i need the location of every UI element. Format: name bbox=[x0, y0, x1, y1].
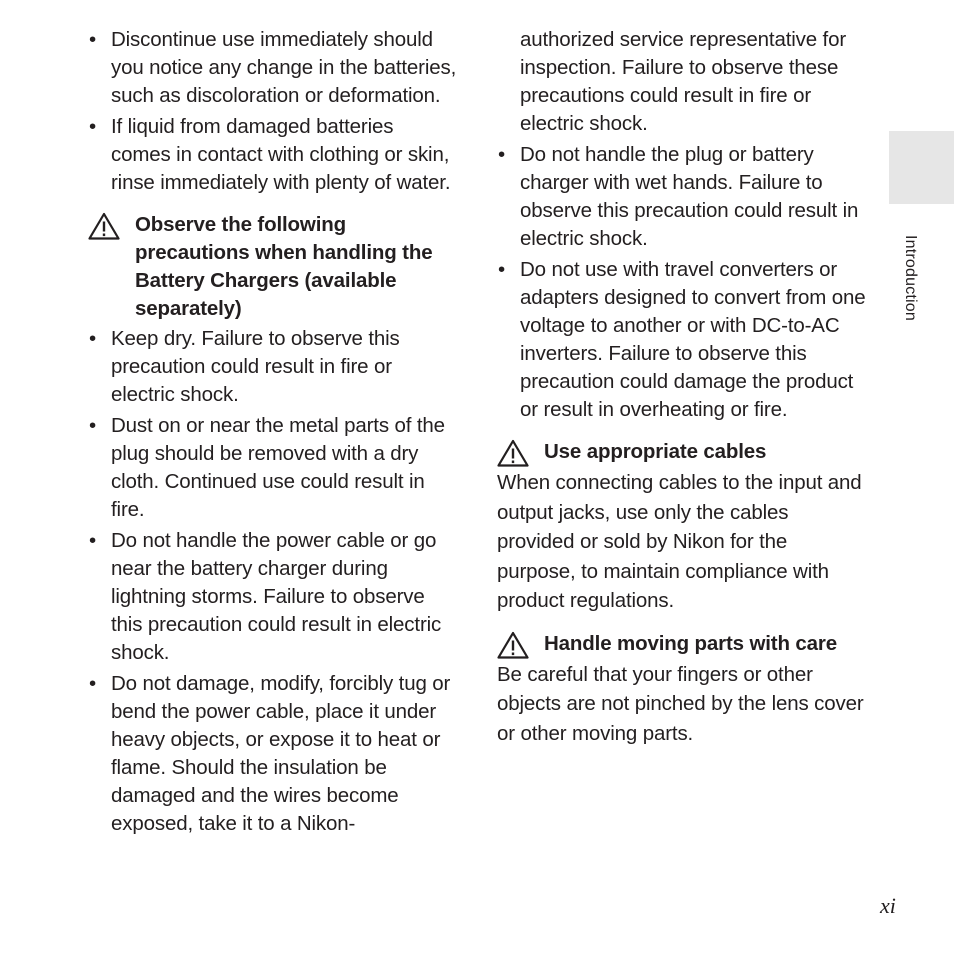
continued-text: authorized service representative for inspection. Failure to observe these precautions could result in fire or electric shock. bbox=[520, 28, 847, 135]
warning-triangle-icon bbox=[88, 212, 120, 240]
bullet-icon: • bbox=[89, 327, 97, 350]
cables-warning-body: When connecting cables to the input and output jacks, use only the cables provided or sold by Nikon for the purpose, to maintain compliance with product regulations. bbox=[497, 471, 862, 612]
moving-parts-warning-heading: Handle moving parts with care bbox=[497, 630, 869, 658]
bullet-icon: • bbox=[89, 115, 97, 138]
list-item: • Keep dry. Failure to observe this precaution could result in fire or electric shock. bbox=[89, 327, 400, 406]
page-number: xi bbox=[880, 893, 896, 918]
bullet-icon: • bbox=[498, 258, 506, 281]
list-item: • Do not handle the power cable or go near the battery charger during lightning storms. Failure to observe this precaution could result in electric shock. bbox=[89, 529, 442, 664]
charger-bullets bbox=[88, 325, 458, 838]
bullet-icon: • bbox=[498, 143, 506, 166]
list-item: • Do not damage, modify, forcibly tug or bend the power cable, place it under heavy objects, or expose it to heat or flame. Should the insulation be damaged and the wires become exposed, take it to a Nikon- bbox=[89, 672, 451, 835]
list-item: • Do not use with travel converters or adapters designed to convert from one voltage to another or with DC-to-AC inverters. Failure to observe this precaution could damage the product or result in overheating or fire. bbox=[498, 258, 866, 421]
list-item: • Do not handle the plug or battery charger with wet hands. Failure to observe this precaution could result in electric shock. bbox=[498, 143, 859, 250]
list-item: • Dust on or near the metal parts of the plug should be removed with a dry cloth. Continued use could result in fire. bbox=[89, 414, 445, 521]
section-tab-label: Introduction bbox=[902, 235, 919, 322]
bullet-icon: • bbox=[89, 672, 97, 695]
bullet-icon: • bbox=[89, 529, 97, 552]
cables-warning-heading: Use appropriate cables bbox=[497, 438, 869, 466]
bullet-icon: • bbox=[89, 28, 97, 51]
right-column bbox=[497, 26, 869, 748]
moving-parts-warning-body: Be careful that your fingers or other objects are not pinched by the lens cover or other moving parts. bbox=[497, 662, 864, 745]
battery-bullets bbox=[88, 26, 458, 197]
charger-warning-heading: Observe the following precautions when handling the Battery Chargers (available separately) bbox=[88, 211, 458, 323]
bullet-icon: • bbox=[89, 414, 97, 437]
section-tab bbox=[889, 131, 954, 204]
left-column bbox=[88, 26, 458, 841]
list-item: • If liquid from damaged batteries comes in contact with clothing or skin, rinse immediately with plenty of water. bbox=[89, 115, 451, 194]
warning-triangle-icon bbox=[497, 439, 529, 467]
warning-triangle-icon bbox=[497, 631, 529, 659]
list-item: • Discontinue use immediately should you notice any change in the batteries, such as discoloration or deformation. bbox=[89, 28, 457, 107]
charger-bullets-continued bbox=[497, 141, 869, 424]
